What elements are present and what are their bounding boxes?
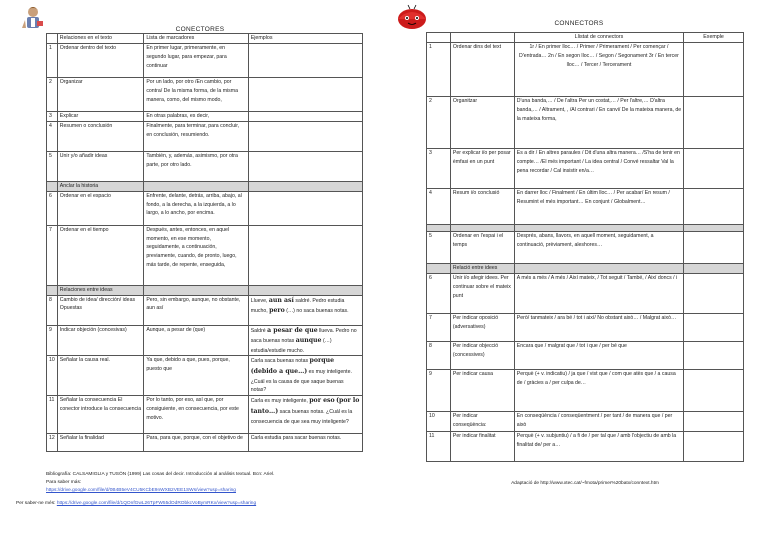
table-row: 8 Cambio de idea/ dirección/ ideas Opuestas Pero, sin embargo, aunque, no obstante, aun así Llueve, aun así saldré. Pedro estudia mucho, pero (…) no saca buenas notas.	[47, 295, 363, 325]
table-row: 12 Señalar la finalidad Para, para que, porque, con el objetivo de Carla estudia para sacar buenas notas.	[47, 434, 363, 452]
table-row: 4 Resumen o conclusión Finalmente, para terminar, para concluir, en conclusión, resumiendo.	[47, 121, 363, 151]
table-row: 2 Organitzar D'una banda,… / De l'altra Per un costat,… / Per l'altre,… D'altra banda,… / Altrament, , /Al contrari / En canvi/ De la mateixa manera, de la mateixa forma,	[427, 97, 744, 149]
section-row	[47, 181, 363, 191]
table-row: 2 Organizar Por un lado, por otro /En cambio, por contra/ De la misma forma, de la misma manera, como, del mismo modo,	[47, 78, 363, 112]
table-row: 4 Resum i/o conclusió En darrer lloc / Finalment / En últim lloc… / Per acabar/ En resum / Resumint el més important… En conjunt / Globalment…	[427, 189, 744, 225]
section-title: Anclar la historia	[57, 181, 144, 191]
section-row	[427, 264, 744, 274]
drive-link-1[interactable]: https://drive.google.com/file/d/0B4B5eV4CU5KCbE9nWXB2VEE1SWs/view?usp=sharing	[46, 488, 236, 494]
table-row: 3 Explicar En otras palabras, es decir,	[47, 112, 363, 122]
header-markers: Lista de marcadores	[144, 34, 248, 44]
left-connectors-table	[46, 33, 363, 452]
table-row: 9 Indicar objeción (concesivas) Aunque, a pesar de (que) Saldré a pesar de que llueva. Pedro no saca buenas notas aunque (…) estudia/estudie mucho.	[47, 325, 363, 356]
right-connectors-table	[426, 32, 744, 462]
table-row: 7 Ordenar en el tiempo Después, antes, entonces, en aquel momento, en ese momento, seguidamente, a continuación, previamente, cuando, de pronto, luego, más tarde, de repente, enseguida,	[47, 225, 363, 285]
header-list: Llistat de connectors	[514, 33, 683, 43]
table-row: 11 Per indicar finalitat Perquè (+ v. subjuntiu) / a fi de / per tal que / amb l'objectiu de amb la finalitat de/ per a…	[427, 431, 744, 461]
left-footer	[46, 471, 376, 495]
left-title: CONECTORES	[175, 26, 225, 33]
table-row: 3 Per explicar i/o per posar èmfasi en un punt Es a dir / En altres paraules / Dit d'una altra manera… /S'ha de tenir en compte… /El més important / La idea central / Convé ressaltar Val la pena recordar / Cal insistir en/a…	[427, 149, 744, 189]
table-row: 6 Ordenar en el espacio Enfrente, delante, detrás, arriba, abajo, al fondo, a la derecha, a la izquierda, a lo largo, a lo ancho, por encima.	[47, 191, 363, 225]
section-row	[47, 285, 363, 295]
section-title: Relació entre idees	[450, 264, 514, 274]
table-row: 10 Señalar la causa real. Ya que, debido a que, pues, porque, puesto que Carla saca buenas notas porque (debido a que…) es muy inteligente. ¿Cuál es la causa de que saque buenas notas?	[47, 356, 363, 396]
table-row: 1 Ordenar dentro del texto En primer lugar, primeramente, en segundo lugar, para empezar, para continuar	[47, 44, 363, 78]
bibliography: Bibliografía: CALSAMIGLIA y TUSÓN (1999) Las cosas del decir. Introducción al análisis textual. Bcn: Ariel.	[46, 472, 275, 477]
header-relations: Relaciones en el texto	[57, 34, 144, 44]
table-row: 8 Per indicar objecció (concessives) Encara que / malgrat que / tot i que / per bé que	[427, 341, 744, 369]
header-examples: Ejemplos	[248, 34, 362, 44]
table-row: 7 Per indicar oposició (adversatives) Però/ tanmateix / ara bé / tot i així/ No obstant això… / Malgrat això…	[427, 313, 744, 341]
section-title: Relaciones entre ideas	[57, 285, 144, 295]
left-footer-2	[16, 500, 376, 508]
table-row: 5 Ordenar en l'espai i el temps Després, abans, llavors, en aquell moment, seguidament, a continuació, prèviament, aleshores…	[427, 232, 744, 264]
right-title: CONNECTORS	[554, 20, 604, 27]
more-info-label-2: Per saber-ne més:	[16, 501, 56, 506]
table-header	[47, 34, 363, 44]
header-example: Exemple	[684, 33, 744, 43]
table-row: 1 Ordenar dins del text 1r / En primer lloc… / Primer / Primerament / Per començar / D'entrada… 2n / En segon lloc… / Segon / Segonament 3r / En tercer lloc… / Tercer / Tercerament	[427, 43, 744, 97]
table-row: 6 Unir i/o afegir idees. Per continuar sobre el mateix punt A més a més / A més / Així mateix, / Tot seguit / També, / Així doncs / i	[427, 273, 744, 313]
table-header	[427, 33, 744, 43]
table-row: 5 Unir y/o añadir ideas También, y, además, asimismo, por otra parte, por otro lado.	[47, 151, 363, 181]
table-row: 11 Señalar la consecuencia El conector introduce la consecuencia Por lo tanto, por eso, así que, por consiguiente, en consecuencia, por este motivo. Carla es muy inteligente, por eso (por lo tanto…) saca buenas notas. ¿Cuál es la consecuencia de que sea muy inteligente?	[47, 396, 363, 434]
drive-link-2[interactable]: https://drive.google.com/file/d/1QOnfGwL26TpFW55dOdRObkcVoBymRKx/view?usp=sharing	[56, 501, 257, 506]
teacher-clipart-icon	[22, 6, 44, 30]
table-row: 9 Per indicar causa Perquè (+ v. indicatiu) / ja que / vist que / com que atès que / a causa de / gràcies a / per culpa de…	[427, 369, 744, 411]
right-footer: Adaptació de http://www.xtec.cat/~fmota/primer%20batx/conntext.htm	[511, 481, 659, 486]
ladybug-clipart-icon	[396, 4, 428, 30]
blank-row	[427, 225, 744, 232]
more-info-label: Para saber más:	[46, 480, 82, 486]
table-row: 10 Per indicar conseqüència: En conseqüència / conseqüentment / per tant / de manera que / per això	[427, 411, 744, 431]
